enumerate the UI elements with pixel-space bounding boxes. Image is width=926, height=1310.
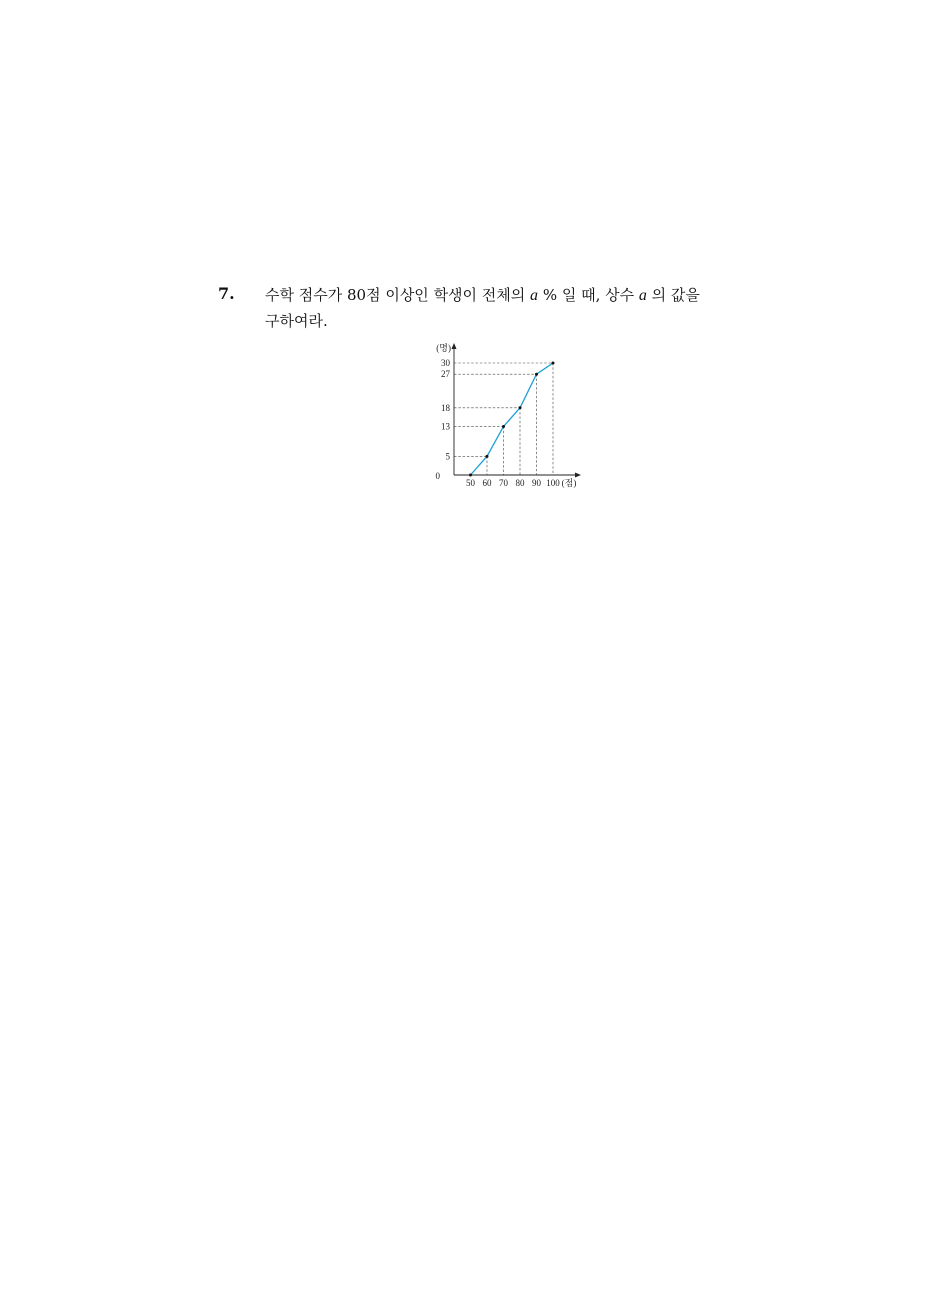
- data-point: [519, 406, 522, 409]
- y-tick-label: 0: [435, 471, 440, 481]
- x-axis-label: (점): [561, 478, 577, 488]
- y-tick-label: 30: [441, 358, 450, 368]
- problem-number: 7.: [218, 284, 235, 303]
- y-tick-label: 18: [441, 402, 450, 413]
- guide-lines: [454, 363, 553, 475]
- x-tick-label: 100: [546, 478, 560, 488]
- data-point: [535, 373, 538, 376]
- data-series: [469, 362, 555, 477]
- data-point: [469, 474, 472, 477]
- question-line-1: [265, 285, 700, 306]
- y-axis-label: (명): [436, 343, 451, 353]
- series-line: [471, 363, 554, 475]
- variable-a-second: a: [638, 287, 647, 304]
- data-point: [502, 425, 505, 428]
- x-tick-label: 70: [499, 478, 508, 488]
- y-tick-label: 27: [441, 369, 450, 380]
- data-point: [486, 455, 489, 458]
- y-tick-label: 13: [441, 421, 450, 432]
- y-axis-arrow: [452, 343, 457, 349]
- cumulative-frequency-graph: [410, 340, 590, 490]
- x-tick-label: 60: [482, 478, 492, 488]
- x-axis-arrow: [575, 473, 581, 478]
- question-text-start: 수학 점수가 80점 이상인 학생이 전체의: [265, 286, 531, 304]
- x-tick-label: 80: [515, 478, 525, 488]
- data-point: [552, 362, 555, 365]
- tick-labels: [436, 342, 577, 488]
- y-tick-label: 5: [445, 451, 450, 462]
- variable-a: a: [530, 287, 539, 304]
- x-tick-label: 50: [466, 478, 475, 488]
- x-tick-label: 90: [532, 478, 541, 488]
- question-line-2: 구하여라.: [265, 312, 328, 330]
- question-text-middle: % 일 때, 상수: [538, 286, 639, 304]
- question-text-end: 의 값을: [646, 286, 700, 304]
